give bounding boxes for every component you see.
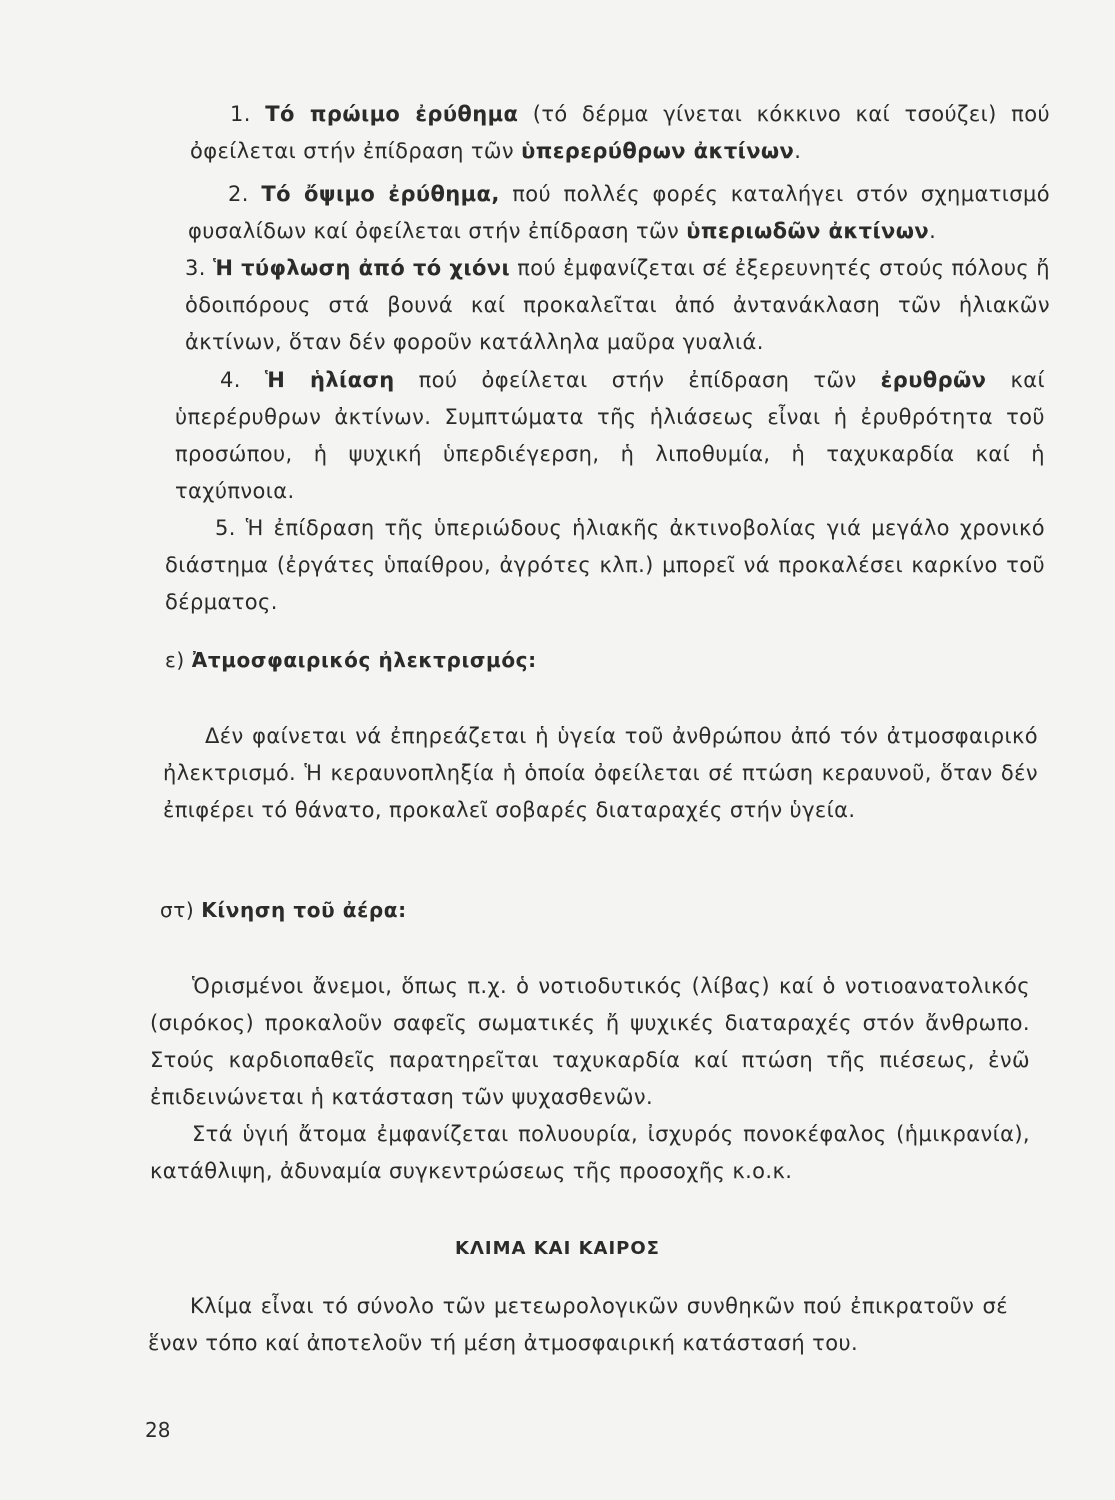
item-end: καί ὑπερέρυθρων ἀκτίνων. Συμπτώματα τῆς ἡλιάσεως εἶναι ἡ ἐρυθρότητα τοῦ προσώπου, ἡ ψυχική ὑπερδιέγερση, ἡ λιποθυμία, ἡ ταχυκαρδία καί ἡ ταχύπνοια. bbox=[175, 368, 1045, 503]
item-text: (τό δέρμα γίνεται κόκκινο καί τσούζει) πού ὀφείλεται στήν ἐπίδραση τῶν bbox=[190, 102, 1050, 163]
section-e-text: Δέν φαίνεται νά ἐπηρεάζεται ἡ ὑγεία τοῦ ἀνθρώπου ἀπό τόν ἀτμοσφαιρικό ἠλεκτρισμό. Ἡ κεραυνοπληξία ἡ ὁποία ὀφείλεται σέ πτώση κεραυνοῦ, ὅταν δέν ἐπιφέρει τό θάνατο, προκαλεῖ σοβαρές διαταραχές στήν ὑγεία. bbox=[163, 724, 1038, 822]
list-item-1 bbox=[190, 96, 1050, 170]
item-term-2: ὑπερερύθρων ἀκτίνων bbox=[521, 139, 795, 163]
item-text: πού ὀφείλεται στήν ἐπίδραση τῶν bbox=[394, 368, 881, 392]
climate-title: ΚΛΙΜΑ ΚΑΙ ΚΑΙΡΟΣ bbox=[455, 1238, 660, 1259]
item-term-2: ἐρυθρῶν bbox=[880, 368, 987, 392]
item-number: 4. bbox=[220, 368, 241, 392]
section-e-heading bbox=[165, 648, 537, 672]
item-end: . bbox=[794, 139, 802, 163]
item-text: πού ἐμφανίζεται σέ ἐξερευνητές στούς πόλους ἤ ὁδοιπόρους στά βουνά καί προκαλεῖται ἀπό ἀντανάκλαση τῶν ἡλιακῶν ἀκτίνων, ὅταν δέν φοροῦν κατάλληλα μαῦρα γυαλιά. bbox=[185, 256, 1050, 354]
section-label: στ) bbox=[160, 898, 195, 922]
list-item-2 bbox=[188, 176, 1050, 250]
section-st-text-2: Στά ὑγιή ἄτομα ἐμφανίζεται πολυουρία, ἰσχυρός πονοκέφαλος (ἡμικρανία), κατάθλιψη, ἀδυναμία συγκεντρώσεως τῆς προσοχῆς κ.ο.κ. bbox=[150, 1122, 1030, 1183]
item-term: Τό πρώιμο ἐρύθημα bbox=[265, 102, 519, 126]
item-number: 2. bbox=[228, 182, 249, 206]
item-term-2: ὑπεριωδῶν ἀκτίνων bbox=[686, 219, 930, 243]
item-term: Ἡ ἡλίαση bbox=[264, 368, 395, 392]
item-number: 1. bbox=[230, 102, 251, 126]
section-st-heading bbox=[160, 898, 407, 922]
item-end: . bbox=[929, 219, 937, 243]
item-text: πού πολλές φορές καταλήγει στόν σχηματισμό φυσαλίδων καί ὀφείλεται στήν ἐπίδραση τῶν bbox=[188, 182, 1051, 243]
item-term: Ἡ τύφλωση ἀπό τό χιόνι bbox=[212, 256, 511, 280]
item-number: 3. bbox=[185, 256, 206, 280]
item-term: Τό ὄψιμο ἐρύθημα, bbox=[261, 182, 500, 206]
item-text: Ἡ ἐπίδραση τῆς ὑπεριώδους ἡλιακῆς ἀκτινοβολίας γιά μεγάλο χρονικό διάστημα (ἐργάτες ὑπαίθρου, ἀγρότες κλπ.) μπορεῖ νά προκαλέσει καρκίνο τοῦ δέρματος. bbox=[165, 516, 1045, 614]
climate-text: Κλίμα εἶναι τό σύνολο τῶν μετεωρολογικῶν συνθηκῶν πού ἐπικρατοῦν σέ ἕναν τόπο καί ἀποτελοῦν τή μέση ἀτμοσφαιρική κατάστασή του. bbox=[148, 1294, 1008, 1355]
list-item-4 bbox=[175, 362, 1045, 510]
section-title: Ἀτμοσφαιρικός ἠλεκτρισμός: bbox=[191, 648, 537, 672]
section-st-text-1: Ὁρισμένοι ἄνεμοι, ὅπως π.χ. ὁ νοτιοδυτικός (λίβας) καί ὁ νοτιοανατολικός (σιρόκος) προκαλοῦν σαφεῖς σωματικές ἤ ψυχικές διαταραχές στόν ἄνθρωπο. Στούς καρδιοπαθεῖς παρατηρεῖται ταχυκαρδία καί πτώση τῆς πιέσεως, ἐνῶ ἐπιδεινώνεται ἡ κατάσταση τῶν ψυχασθενῶν. bbox=[150, 974, 1030, 1109]
section-label: ε) bbox=[165, 648, 185, 672]
list-item-5 bbox=[165, 510, 1045, 621]
list-item-3 bbox=[185, 250, 1050, 361]
item-number: 5. bbox=[215, 516, 236, 540]
section-title: Κίνηση τοῦ ἀέρα: bbox=[201, 898, 407, 922]
page-number: 28 bbox=[145, 1418, 171, 1442]
